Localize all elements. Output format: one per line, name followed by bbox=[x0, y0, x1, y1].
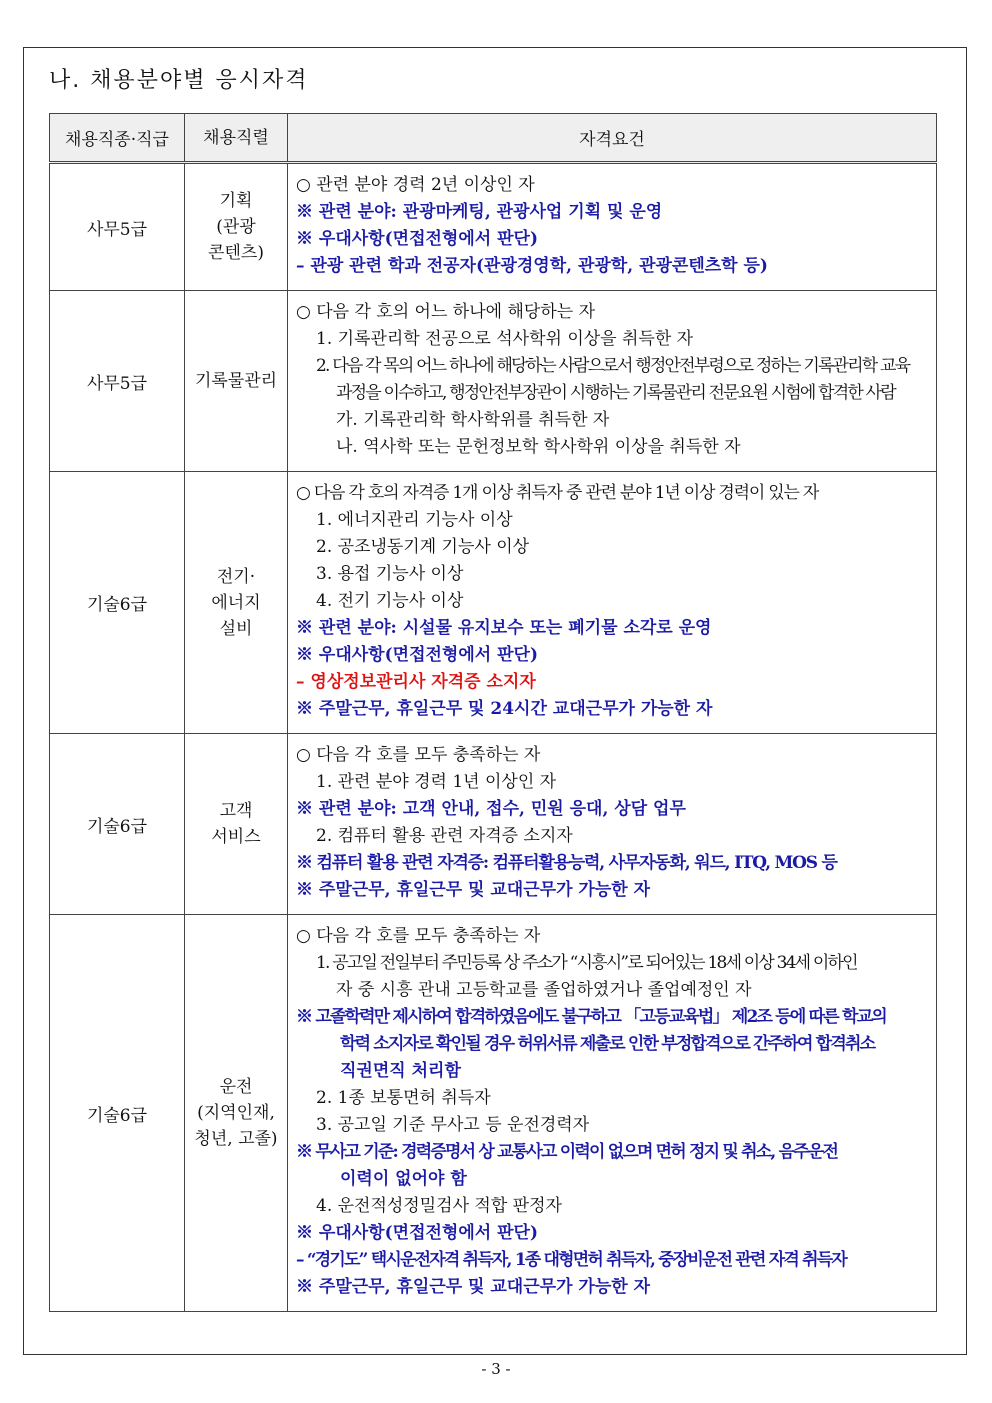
requirement-line: ※ 우대사항(면접전형에서 판단) bbox=[296, 229, 538, 249]
field-line: 청년, 고졸) bbox=[194, 1129, 278, 1149]
requirement-line: ※ 주말근무, 휴일근무 및 교대근무가 가능한 자 bbox=[296, 880, 651, 900]
requirement-line: 4. 전기 기능사 이상 bbox=[316, 591, 464, 611]
requirement-line: 1. 공고일 전일부터 주민등록 상 주소가 “시흥시”로 되어있는 18세 이상 34세 이하인 bbox=[316, 953, 857, 973]
grade-cell: 사무5급 bbox=[50, 163, 185, 291]
requirement-line: ※ 관련 분야: 시설물 유지보수 또는 폐기물 소각로 운영 bbox=[296, 618, 712, 638]
requirement-line: – 영상정보관리사 자격증 소지자 bbox=[296, 672, 536, 692]
requirement-line: – “경기도” 택시운전자격 취득자, 1종 대형면허 취득자, 중장비운전 관련 자격 취득자 bbox=[296, 1250, 847, 1270]
requirement-line: ※ 우대사항(면접전형에서 판단) bbox=[296, 1223, 538, 1243]
requirement-line: 1. 관련 분야 경력 1년 이상인 자 bbox=[316, 772, 557, 792]
requirement-line: ※ 우대사항(면접전형에서 판단) bbox=[296, 645, 538, 665]
requirement-line: 학력 소지자로 확인될 경우 허위서류 제출로 인한 부정합격으로 간주하여 합격취소 bbox=[340, 1034, 875, 1054]
table-row bbox=[50, 163, 937, 291]
requirement-line: ※ 컴퓨터 활용 관련 자격증: 컴퓨터활용능력, 사무자동화, 워드, ITQ, MOS 등 bbox=[296, 853, 837, 873]
requirement-line: 자 중 시흥 관내 고등학교를 졸업하였거나 졸업예정인 자 bbox=[336, 980, 752, 1000]
requirement-line: ○ 다음 각 호를 모두 충족하는 자 bbox=[296, 926, 541, 946]
requirement-line: 1. 기록관리학 전공으로 석사학위 이상을 취득한 자 bbox=[316, 329, 694, 349]
requirement-line: 나. 역사학 또는 문헌정보학 학사학위 이상을 취득한 자 bbox=[336, 437, 741, 457]
table-row bbox=[50, 472, 937, 734]
section-title: 나. 채용분야별 응시자격 bbox=[49, 68, 309, 93]
field-line: (관광 bbox=[216, 217, 256, 237]
requirement-line: ※ 무사고 기준: 경력증명서 상 교통사고 이력이 없으며 면허 정지 및 취소, 음주운전 bbox=[296, 1142, 838, 1162]
header-requirements: 자격요건 bbox=[288, 114, 937, 163]
requirement-line: 이력이 없어야 함 bbox=[340, 1169, 467, 1189]
field-line: 운전 bbox=[219, 1077, 253, 1097]
requirement-line: 2. 공조냉동기계 기능사 이상 bbox=[316, 537, 530, 557]
field-line: 기록물관리 bbox=[194, 371, 278, 391]
field-line: 설비 bbox=[219, 618, 253, 639]
table-row bbox=[50, 915, 937, 1312]
requirement-line: 3. 공고일 기준 무사고 등 운전경력자 bbox=[316, 1115, 590, 1135]
header-field: 채용직렬 bbox=[185, 114, 288, 163]
requirement-line: 직권면직 처리함 bbox=[340, 1061, 461, 1081]
requirements-cell bbox=[288, 734, 937, 915]
table-header-row bbox=[50, 114, 937, 163]
requirement-line: – 관광 관련 학과 전공자(관광경영학, 관광학, 관광콘텐츠학 등) bbox=[296, 256, 768, 276]
requirement-line: ※ 주말근무, 휴일근무 및 교대근무가 가능한 자 bbox=[296, 1277, 651, 1297]
requirement-line: ○ 관련 분야 경력 2년 이상인 자 bbox=[296, 175, 535, 195]
requirement-line: ○ 다음 각 호의 자격증 1개 이상 취득자 중 관련 분야 1년 이상 경력이 있는 자 bbox=[296, 483, 819, 503]
table-row bbox=[50, 734, 937, 915]
requirement-line: 3. 용접 기능사 이상 bbox=[316, 564, 464, 584]
requirement-line: 과정을 이수하고, 행정안전부장관이 시행하는 기록물관리 전문요원 시험에 합격한 사람 bbox=[336, 383, 895, 403]
requirement-line: 1. 에너지관리 기능사 이상 bbox=[316, 510, 513, 530]
field-cell bbox=[185, 915, 288, 1312]
field-cell bbox=[185, 472, 288, 734]
requirement-line: ※ 관련 분야: 고객 안내, 접수, 민원 응대, 상담 업무 bbox=[296, 799, 686, 819]
requirement-line: ○ 다음 각 호의 어느 하나에 해당하는 자 bbox=[296, 302, 595, 322]
field-line: 에너지 bbox=[211, 592, 261, 613]
requirement-line: ※ 관련 분야: 관광마케팅, 관광사업 기획 및 운영 bbox=[296, 202, 663, 222]
field-line: 고객 bbox=[219, 801, 253, 821]
requirement-line: 2. 다음 각 목의 어느 하나에 해당하는 사람으로서 행정안전부령으로 정하는 기록관리학 교육 bbox=[316, 356, 910, 376]
requirement-line: 4. 운전적성정밀검사 적합 판정자 bbox=[316, 1196, 562, 1216]
requirements-cell bbox=[288, 915, 937, 1312]
qualification-table bbox=[49, 113, 937, 1312]
field-line: 기획 bbox=[219, 191, 253, 211]
page-number: - 3 - bbox=[481, 1360, 511, 1378]
field-cell bbox=[185, 163, 288, 291]
field-cell bbox=[185, 291, 288, 472]
grade-cell: 기술6급 bbox=[50, 734, 185, 915]
requirements-cell bbox=[288, 291, 937, 472]
requirements-cell bbox=[288, 472, 937, 734]
header-grade: 채용직종·직급 bbox=[50, 114, 185, 163]
requirements-cell bbox=[288, 163, 937, 291]
requirement-line: ※ 주말근무, 휴일근무 및 24시간 교대근무가 가능한 자 bbox=[296, 699, 713, 719]
table-row bbox=[50, 291, 937, 472]
grade-cell: 기술6급 bbox=[50, 472, 185, 734]
field-line: 콘텐츠) bbox=[208, 243, 264, 263]
requirement-line: ○ 다음 각 호를 모두 충족하는 자 bbox=[296, 745, 541, 765]
field-line: 서비스 bbox=[211, 827, 261, 847]
grade-cell: 사무5급 bbox=[50, 291, 185, 472]
requirement-line: ※ 고졸학력만 제시하여 합격하였음에도 불구하고 「고등교육법」 제2조 등에 따른 학교의 bbox=[296, 1007, 886, 1027]
requirement-line: 가. 기록관리학 학사학위를 취득한 자 bbox=[336, 410, 610, 430]
requirement-line: 2. 1종 보통면허 취득자 bbox=[316, 1088, 491, 1108]
field-cell bbox=[185, 734, 288, 915]
field-line: (지역인재, bbox=[197, 1103, 275, 1123]
field-line: 전기· bbox=[216, 566, 256, 587]
grade-cell: 기술6급 bbox=[50, 915, 185, 1312]
requirement-line: 2. 컴퓨터 활용 관련 자격증 소지자 bbox=[316, 826, 573, 846]
